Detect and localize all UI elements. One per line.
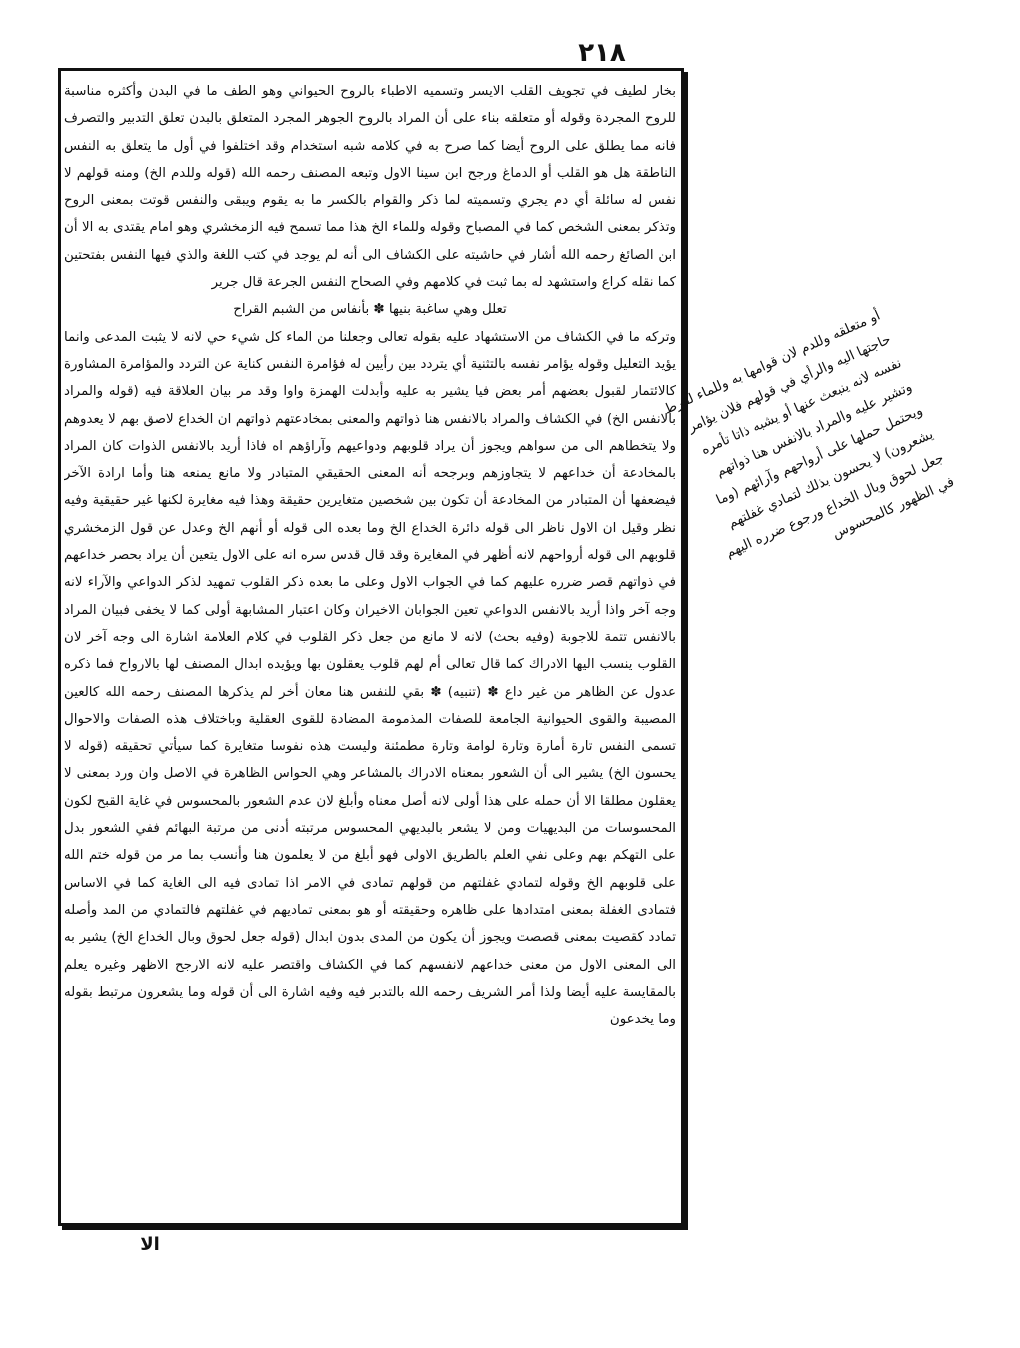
- poetry-verse: تعلل وهي ساغبة بنيها ✽ بأنفاس من الشبم القراح: [233, 302, 507, 318]
- margin-note: أو متعلقه وللدم لان قوامها به وللماء لفرط حاجتها اليه والرأي في قولهم فلان يؤامر نفسه لانه ينبعث عنها أو يشبه ذاتا تأمره وتشير عليه والمراد بالانفس هنا ذواتهم ويحتمل حملها على أرواحهم وآرائهم (وما يشعرون) لا يحسون بذلك لتمادي غفلتهم جعل لحوق وبال الخداع ورجوع ضرره اليهم في الظهور كالمحسوس: [661, 307, 957, 562]
- catchword: الا: [140, 1234, 160, 1255]
- main-text-block: [64, 78, 676, 1220]
- main-paragraph-1: بخار لطيف في تجويف القلب الايسر وتسميه الاطباء بالروح الحيواني وهو الطف ما في البدن وأكثره مناسبة للروح المجردة وقوله أو متعلقه بناء على أن المراد بالروح الجوهر المجرد المتعلق بالبدن تعلق التدبير والتصرف فانه مما يطلق على الروح أيضا كما صرح به في كلامه شبه استخدام وقد اختلفوا في أول ما يتعلق به النفس الناطقة هل هو القلب أو الدماغ ورجح ابن سينا الاول وتبعه المصنف رحمه الله (قوله وللدم الخ) ومنه قولهم لا نفس له سائلة أي دم يجري وتسميته لما ذكر والقوام بالكسر ما به يقوم ويبقى والنفس قوتت بمعنى الروح وتذكر بمعنى الشخص كما في المصباح وقوله وللماء الخ هذا مما تسمح فيه الزمخشري وهو امام يقتدى به الا أن ابن الصائغ رحمه الله أشار في حاشيته على الكشاف الى أنه لم يوجد في كتب اللغة والذي فيها النفس بفتحتين كما نقله كراع واستشهد له بما ثبت في كلامهم وفي الصحاح النفس الجرعة قال جرير: [64, 84, 676, 291]
- page-number: ٢١٨: [578, 38, 626, 68]
- main-paragraph-2: وتركه ما في الكشاف من الاستشهاد عليه بقوله تعالى وجعلنا من الماء كل شيء حي لانه لا يثبت المدعى وانما يؤيد التعليل وقوله يؤامر نفسه بالتثنية أي يتردد بين رأيين له فؤامرة النفس كناية عن التردد والمؤامرة المشاورة كالائتمار لقبول بعضهم أمر بعض فيا يشير به عليه وأبدلت الهمزة واوا وقد مر بيان العلاقة فيه (قوله والمراد بالانفس الخ) في الكشاف والمراد بالانفس هنا ذواتهم والمعنى بمخادعتهم ذواتهم ان الخداع لاصق بهم لا يعدوهم ولا يتخطاهم الى من سواهم ويجوز أن يراد قلوبهم ودواعيهم وآراؤهم اه فاذا أريد بالانفس الذوات كان المراد بالمخادعة أن خداعهم لا يتجاوزهم وبرجحه أنه المعنى الحقيقي المتبادر ولا مانع يمنعه هنا وأما ارادة الآخر فيضعفها أن المتبادر من المخادعة أن تكون بين شخصين متغايرين حقيقة وهذا فيه مغايرة لكنها غير حقيقية وفيه نظر وقيل ان الاول ناظر الى قوله دائرة الخداع الخ وما بعده الى قوله أو أنهم الخ وعدل عن قول الزمخشري قلوبهم الى قوله أرواحهم لانه أظهر في المغايرة وقد قال قدس سره انه على الاول يتعين أن يراد بحصر خداعهم في ذواتهم قصر ضرره عليهم كما في الجواب الاول وعلى ما بعده ذكر القلوب تمهيد لذكر الدواعي والآراء لانه وجه آخر واذا أريد بالانفس الدواعي تعين الجوابان الاخيران وكان اعتبار المشابهة أولى كما لا يخفى فبيان المراد بالانفس تتمة للاجوبة (وفيه بحث) لانه لا مانع من جعل ذكر القلوب في كلام العلامة اشارة الى وجه آخر لان القلوب ينسب اليها الادراك كما قال تعالى أم لهم قلوب يعقلون بها ويؤيده ابدال المصنف لها بالارواح فما ذكره عدول عن الظاهر من غير داع ✽ (تنبيه) ✽ بقي للنفس هنا معان أخر لم يذكرها المصنف رحمه الله كالعين المصيبة والقوى الحيوانية الجامعة للصفات المذمومة المضادة للقوى العقلية وباختلاف هذه الصفات والاحوال تسمى النفس تارة أمارة وتارة لوامة وتارة مطمئنة وليست هذه نفوسا متغايرة كما سيأتي تحقيقه (قوله لا يحسون الخ) يشير الى أن الشعور بمعناه الادراك بالمشاعر وهي الحواس الظاهرة في الاصل وان ورد بمعنى لا يعقلون مطلقا الا أن حمله على هذا أولى لانه أصل معناه وأبلغ لان عدم الشعور بالمحسوس في غاية القبح لكون المحسوسات من البديهيات ومن لا يشعر بالبديهي المحسوس مرتبته أدنى من مرتبة البهائم ففي الشعور بدل على التهكم بهم وعلى نفي العلم بالطريق الاولى فهو أبلغ من لا يعلمون هنا وأنسب بما مر من قوله ختم الله على قلوبهم الخ وقوله لتمادي غفلتهم من قولهم تمادى في الامر اذا تمادى فيه الى الغاية كما في الاساس فتمادى الغفلة بمعنى امتدادها على ظاهره وحقيقته أو هو بمعنى تماديهم في غفلتهم فالتمادي من المد وأصله تمادد كقصيت بمعنى قصصت ويجوز أن يكون من المدى بدون ابدال (قوله جعل لحوق وبال الخداع الخ) يشير به الى المعنى الاول من معنى خداعهم لانفسهم كما في الكشاف واقتصر عليه لانه الارجح الاظهر وغيره يعلم بالمقايسة عليه أيضا ولذا أمر الشريف رحمه الله بالتدبر فيه وفيه اشارة الى أن قوله وما يشعرون مرتبط بقوله وما يخدعون: [64, 329, 676, 1028]
